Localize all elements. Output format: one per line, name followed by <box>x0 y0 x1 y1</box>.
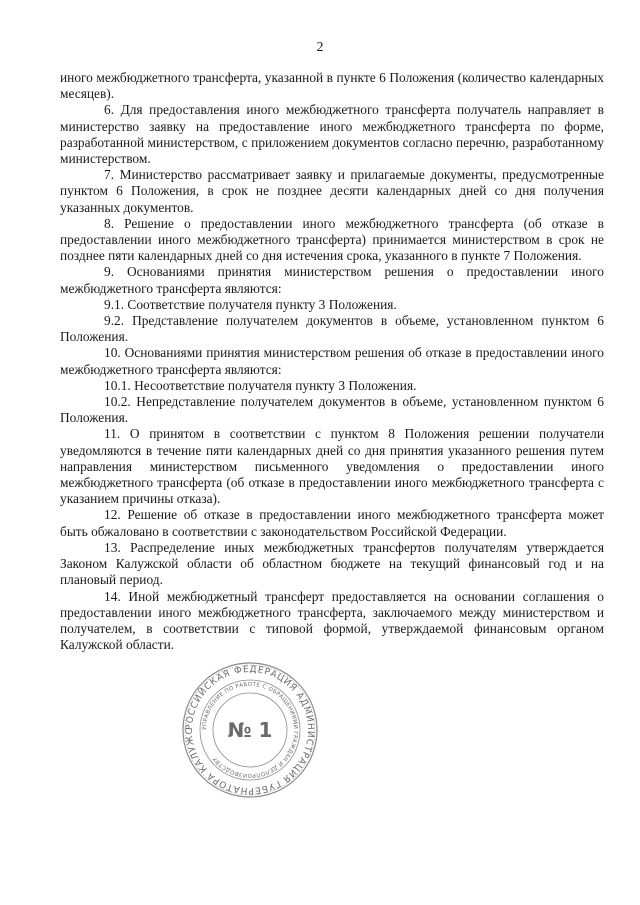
paragraph-continuation: иного межбюджетного трансферта, указанной в пункте 6 Положения (количество календарных месяцев). <box>60 70 604 102</box>
paragraph-10: 10. Основаниями принятия министерством решения об отказе в предоставлении иного межбюджетного трансферта являются: <box>60 345 604 377</box>
paragraph-13: 13. Распределение иных межбюджетных трансфертов получателям утверждается Законом Калужской области об областном бюджете на текущий финансовый год и на плановый период. <box>60 539 604 588</box>
paragraph-10-1: 10.1. Несоответствие получателя пункту 3 Положения. <box>104 377 417 393</box>
paragraph-8: 8. Решение о предоставлении иного межбюджетного трансферта (об отказе в предоставлении иного межбюджетного трансферта) принимается министерством в срок не позднее пяти календарных дней со дня истечения срока, указанного в пункте 7 Положения. <box>60 215 604 264</box>
paragraph-7: 7. Министерство рассматривает заявку и прилагаемые документы, предусмотренные пунктом 6 Положения, в срок не позднее десяти календарных дней со дня получения указанных документов. <box>60 167 604 215</box>
stamp-outer-text: РОССИЙСКАЯ ФЕДЕРАЦИЯ АДМИНИСТРАЦИЯ ГУБЕРНАТОРА КАЛУЖС <box>184 664 316 796</box>
paragraph-9-2: 9.2. Представление получателем документов в объеме, установленном пунктом 6 Положения. <box>60 313 604 345</box>
paragraph-6: 6. Для предоставления иного межбюджетного трансферта получатель направляет в министерство заявку на предоставление иного межбюджетного трансферта по форме, разработанной министерством, с приложением документов согласно перечню, разработанному министерством. <box>60 102 604 167</box>
paragraph-14: 14. Иной межбюджетный трансферт предоставляется на основании соглашения о предоставлении иного межбюджетного трансферта, заключаемого между министерством и получателем, в соответствии с типовой формой, утверждаемой финансовым органом Калужской области. <box>60 588 604 653</box>
stamp-seal-graphic <box>180 660 320 800</box>
paragraph-9-1: 9.1. Соответствие получателя пункту 3 Положения. <box>104 296 397 312</box>
paragraph-12: 12. Решение об отказе в предоставлении иного межбюджетного трансферта может быть обжаловано в соответствии с законодательством Российской Федерации. <box>60 507 604 539</box>
page-number: 2 <box>316 40 324 55</box>
stamp-inner-text: УПРАВЛЕНИЕ ПО РАБОТЕ С ОБРАЩЕНИЯМИ ГРАЖДАН И ДЕЛОПРОИЗВОДСТВУ <box>201 681 299 779</box>
paragraph-10-2: 10.2. Непредставление получателем документов в объеме, установленном пунктом 6 Положения. <box>60 394 604 426</box>
paragraph-9: 9. Основаниями принятия министерством решения о предоставлении иного межбюджетного трансферта являются: <box>60 264 604 296</box>
stamp-number: № 1 <box>227 718 273 742</box>
paragraph-11: 11. О принятом в соответствии с пунктом 8 Положения решении получатели уведомляются в течение пяти календарных дней со дня принятия указанного решения путем направления министерством письменного уведомления о предоставлении иного межбюджетного трансферта (об отказе в предоставлении иного межбюджетного трансферта с указанием причины отказа). <box>60 426 604 507</box>
official-stamp <box>180 660 320 800</box>
document-body <box>60 70 604 653</box>
